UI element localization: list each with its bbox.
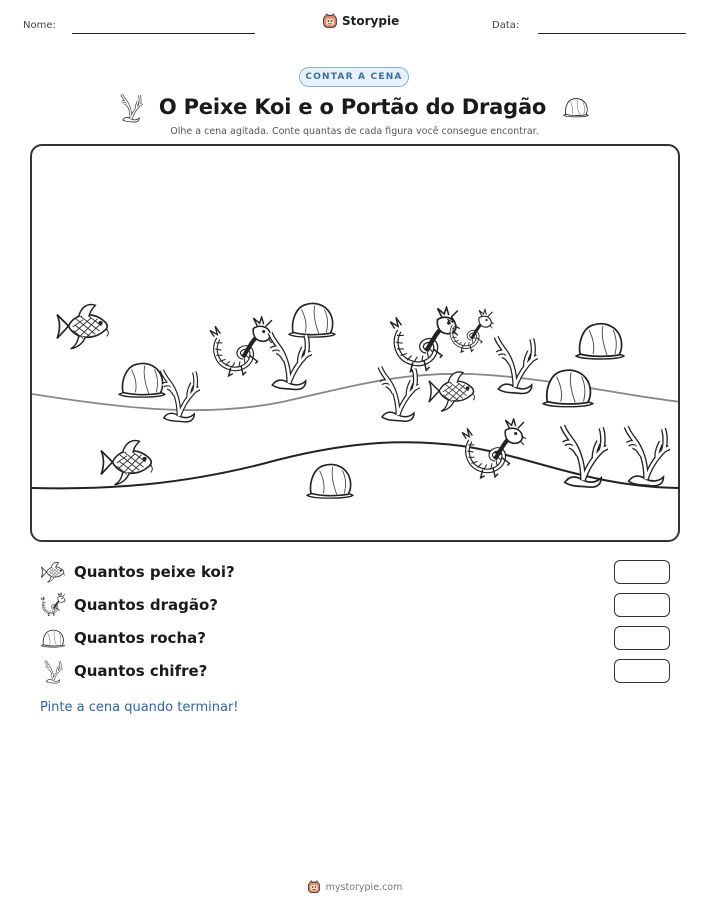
antler-figure bbox=[380, 367, 420, 421]
rock-figure bbox=[289, 303, 335, 337]
question-rock-text: Quantos rocha? bbox=[74, 629, 206, 647]
rock-icon bbox=[562, 95, 590, 119]
date-label: Data: bbox=[492, 20, 520, 31]
rock-icon bbox=[40, 625, 66, 651]
antler-icon bbox=[40, 658, 66, 684]
brand-name: Storypie bbox=[342, 14, 400, 28]
coloring-note: Pinte a cena quando terminar! bbox=[40, 700, 239, 715]
name-label: Nome: bbox=[23, 20, 56, 31]
dragon-figure bbox=[210, 317, 274, 376]
koi-fish-figure bbox=[429, 372, 474, 411]
antler-figure bbox=[496, 337, 538, 394]
dragon-icon bbox=[40, 592, 66, 618]
rock-figure bbox=[576, 324, 624, 359]
footer-url: mystorypie.com bbox=[325, 881, 403, 893]
activity-badge: CONTAR A CENA bbox=[299, 67, 409, 87]
antler-icon bbox=[119, 91, 143, 123]
question-koi-text: Quantos peixe koi? bbox=[74, 563, 235, 581]
storypie-logo-icon bbox=[307, 880, 321, 894]
title-row bbox=[0, 91, 709, 123]
name-field-line[interactable] bbox=[72, 33, 255, 34]
counting-scene bbox=[30, 144, 680, 542]
koi-fish-figure bbox=[101, 441, 152, 485]
antler-figure bbox=[270, 333, 312, 390]
antler-figure bbox=[626, 427, 670, 486]
question-koi bbox=[40, 559, 670, 585]
rock-figure bbox=[307, 464, 353, 498]
answer-box-rock[interactable] bbox=[614, 626, 670, 650]
rock-figure bbox=[119, 363, 165, 397]
question-dragon-text: Quantos dragão? bbox=[74, 596, 218, 614]
antler-figure bbox=[162, 370, 200, 422]
footer bbox=[0, 880, 709, 894]
koi-fish-figure bbox=[57, 305, 108, 349]
instructions: Olhe a cena agitada. Conte quantas de cada figura você consegue encontrar. bbox=[170, 126, 539, 137]
dragon-figure bbox=[390, 307, 460, 371]
answer-box-koi[interactable] bbox=[614, 560, 670, 584]
answer-box-dragon[interactable] bbox=[614, 593, 670, 617]
question-antler bbox=[40, 658, 670, 684]
answer-box-antler[interactable] bbox=[614, 659, 670, 683]
question-antler-text: Quantos chifre? bbox=[74, 662, 208, 680]
rock-figure bbox=[543, 370, 593, 407]
scene-illustration bbox=[32, 146, 680, 542]
koi-fish-icon bbox=[40, 559, 66, 585]
page-title: O Peixe Koi e o Portão do Dragão bbox=[158, 95, 547, 119]
brand-logo bbox=[322, 13, 399, 29]
antler-figure bbox=[563, 426, 608, 488]
question-dragon bbox=[40, 592, 670, 618]
question-rock bbox=[40, 625, 670, 651]
storypie-logo-icon bbox=[322, 13, 338, 29]
date-field-line[interactable] bbox=[538, 33, 686, 34]
